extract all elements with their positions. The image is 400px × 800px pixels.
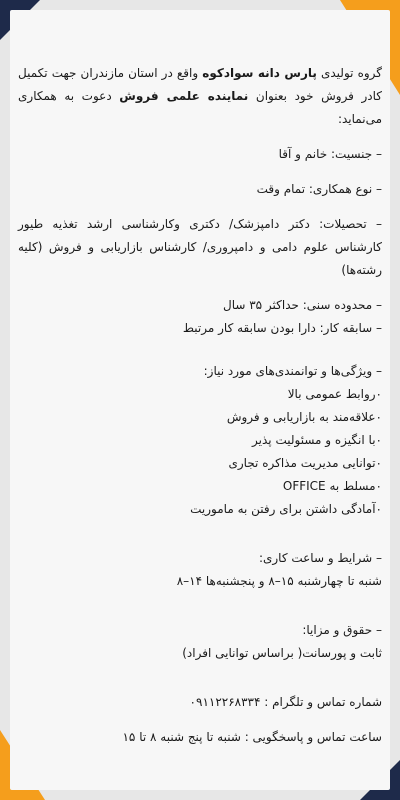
req-education: – تحصیلات: دکتر دامپزشک/ دکتری وکارشناسی ارشد تغذیه طیور کارشناس علوم دامی و دامپروری/ کارشناس بازاریابی و فروش (کلیه رشته‌ها) — [18, 217, 382, 277]
benefits-heading: – حقوق و مزایا: — [302, 623, 382, 637]
skill-item: ۰روابط عمومی بالا — [287, 387, 382, 401]
req-experience: – سابقه کار: دارا بودن سابقه کار مرتبط — [182, 321, 382, 335]
work-hours: شنبه تا چهارشنبه ۱۵–۸ و پنجشنبه‌ها ۱۴–۸ — [176, 574, 382, 588]
intro-text-1: گروه تولیدی — [316, 66, 383, 80]
req-age: – محدوده سنی: حداکثر ۳۵ سال — [222, 298, 382, 312]
company-name: پارس دانه سوادکوه — [202, 66, 317, 80]
contact-phone: شماره تماس و تلگرام : ۰۹۱۱۲۲۶۸۳۳۴ — [189, 695, 382, 709]
skill-item: ۰آمادگی داشتن برای رفتن به ماموریت — [190, 502, 382, 516]
job-title: نماینده علمی فروش — [119, 89, 249, 103]
skill-item: ۰مسلط به OFFICE — [282, 479, 382, 493]
req-type: – نوع همکاری: تمام وقت — [256, 182, 382, 196]
skill-item: ۰علاقه‌مند به بازاریابی و فروش — [226, 410, 382, 424]
skills-heading: – ویژگی‌ها و توانمندی‌های مورد نیاز: — [203, 364, 382, 378]
intro-text-2: واقع در استان مازندران جهت تکمیل کادر فروش خود بعنوان — [18, 66, 383, 103]
ad-content — [18, 62, 382, 749]
work-heading: – شرایط و ساعت کاری: — [258, 551, 382, 565]
skill-item: ۰توانایی مدیریت مذاکره تجاری — [228, 456, 382, 470]
req-gender: – جنسیت: خانم و آقا — [278, 147, 382, 161]
contact-hours: ساعت تماس و پاسخگویی : شنبه تا پنج شنبه ۸ تا ۱۵ — [122, 730, 382, 744]
benefits-text: ثابت و پورسانت( براساس توانایی افراد) — [182, 646, 382, 660]
skill-item: ۰با انگیزه و مسئولیت پذیر — [252, 433, 382, 447]
intro-text-3: دعوت به همکاری می‌نماید: — [18, 89, 382, 126]
intro-paragraph — [18, 62, 382, 131]
